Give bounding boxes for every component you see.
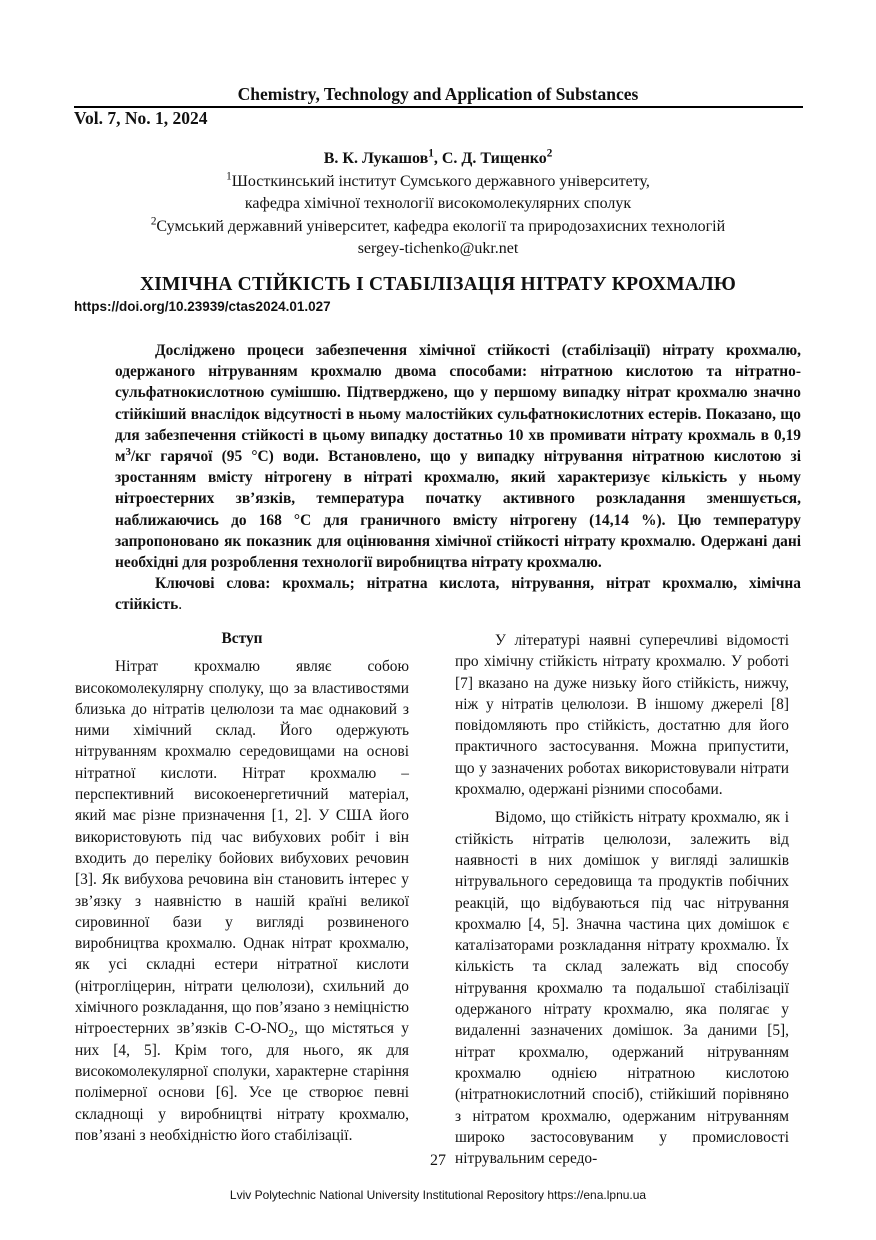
affiliation-2-mark: 2 (150, 215, 157, 228)
author-2-mark: 2 (546, 147, 553, 160)
abstract-part-2: /кг гарячої (95 °С) води. Встановлено, що у випадку нітрування нітратною кислотою зі зростанням вмісту нітрогену в нітраті крохмалю, який характеризує кількість у ньому нітроестерних зв’язків, температура початку активного розкладання зменшується, наближаючись до 168 °С для граничного вмісту нітрогену (14,14 %). Цю температуру запропоновано як показник для оцінювання хімічної стійкості нітрату крохмалю. Одержані дані необхідні для розроблення технології виробництва нітрату крохмалю. (115, 448, 801, 572)
affiliation-1 (0, 171, 876, 194)
page-number: 27 (430, 1152, 446, 1169)
left-column (75, 628, 409, 1146)
article-title: ХІМІЧНА СТІЙКІСТЬ І СТАБІЛІЗАЦІЯ НІТРАТУ КРОХМАЛЮ (139, 274, 737, 295)
left-paragraph-1-b: , що містяться у них [4, 5]. Крім того, для нього, як для високомолекулярної сполуки, характерне старіння полімерної основи [6]. Усе це створює певні складнощі у виробництві нітрату крохмалю, пов’язані з необхідністю його стабілізації. (75, 1020, 409, 1144)
affiliation-1-line-1: Шосткинський інститут Сумського державного університету, (231, 172, 650, 190)
volume-info: Vol. 7, No. 1, 2024 (74, 108, 208, 128)
journal-title: Chemistry, Technology and Application of Substances (237, 84, 639, 104)
keywords-text: Ключові слова: крохмаль; нітратна кислота, нітрування, нітрат крохмалю, хімічна стійкість (115, 575, 801, 614)
abstract-part-1: Досліджено процеси забезпечення хімічної стійкості (стабілізації) нітрату крохмалю, одержаного нітруванням крохмалю двома способами: нітратною кислотою та нітратно-сульфатнокислотною сумішшю. Підтверджено, що у першому випадку нітрат крохмалю значно стійкіший внаслідок відсутності в ньому малостійких сульфатнокислотних естерів. Показано, що для забезпечення стійкості в цьому випадку достатньо 10 хв промивати нітрату крохмаль в 0,19 м (115, 342, 801, 466)
right-column (455, 630, 789, 1169)
author-email: sergey-tichenko@ukr.net (357, 240, 519, 257)
affiliation-2 (0, 216, 876, 239)
left-subscript: 2 (288, 1028, 294, 1041)
right-paragraph-2: Відомо, що стійкість нітрату крохмалю, як і стійкість нітратів целюлози, залежить від наявності в них домішок у вигляді залишків нітрувального середовища та продуктів побічних реакцій, що відбуваються під час нітрування крохмалю [4, 5]. Значна частина цих домішок є каталізаторами розкладання нітрату крохмалю. Їх кількість та склад залежать від способу нітрування крохмалю та подальшої стабілізації одержаного нітрату крохмалю, яка полягає у видаленні зазначених домішок. За даними [5], нітрат крохмалю, одержаний нітруванням крохмалю однією нітратною кислотою (нітратнокислотний спосіб), стійкіший порівняно з нітратом крохмалю, одержаним нітруванням широко застосовуваним у промисловості нітрувальним середо- (455, 809, 789, 1168)
affiliation-2-text: Сумський державний університет, кафедра екології та природозахисних технологій (156, 217, 726, 235)
repository-footer: Lviv Polytechnic National University Institutional Repository https://ena.lpnu.ua (229, 1188, 647, 1202)
right-paragraph-1: У літературі наявні суперечливі відомості про хімічну стійкість нітрату крохмалю. У роботі [7] вказано на дуже низьку його стійкість, нижчу, ніж у нітратів целюлози. В іншому джерелі [8] повідомляють про стійкість, достатню для його практичного застосування. Можна припустити, що у зазначених роботах використовували нітрати крохмалю, одержані різними способами. (455, 632, 789, 799)
abstract-superscript: 3 (125, 445, 131, 458)
keywords-period: . (178, 596, 183, 614)
affiliation-1-line-2: кафедра хімічної технології високомолекулярних сполук (244, 195, 632, 212)
author-block (0, 148, 876, 261)
abstract-text (115, 340, 801, 573)
keywords (115, 573, 801, 615)
doi-link[interactable]: https://doi.org/10.23939/ctas2024.01.027 (74, 299, 331, 314)
affiliation-1-mark: 1 (226, 170, 232, 183)
author-2: С. Д. Тищенко (441, 150, 547, 167)
left-paragraph-1 (75, 656, 409, 1146)
author-1-mark: 1 (428, 147, 434, 160)
author-names (0, 148, 876, 171)
author-1: В. К. Лукашов (323, 150, 429, 167)
intro-heading: Вступ (221, 630, 263, 647)
abstract (115, 340, 801, 616)
left-paragraph-1-a: Нітрат крохмалю являє собою високомолекулярну сполуку, що за властивостями близька до нітратів целюлози та має однаковий з ними хімічний склад. Його одержують нітруванням крохмалю середовищами на основі нітратної кислоти. Нітрат крохмалю – перспективний високоенергетичний матеріал, який має різне призначення [1, 2]. У США його використовують під час вибухових робіт і він входить до переліку бойових вибухових речовин [3]. Як вибухова речовина він становить інтерес у зв’язку з наявністю в нашій країні великої сировинної бази у вигляді розвиненого виробництва крохмалю. Однак нітрат крохмалю, як усі складні естери нітратної кислоти (нітрогліцерин, нітрати целюлози), схильний до хімічного розкладання, що пов’язано з неміцністю нітроестерних зв’язків С-O-NO (75, 658, 409, 1038)
author-separator: , (433, 150, 442, 167)
